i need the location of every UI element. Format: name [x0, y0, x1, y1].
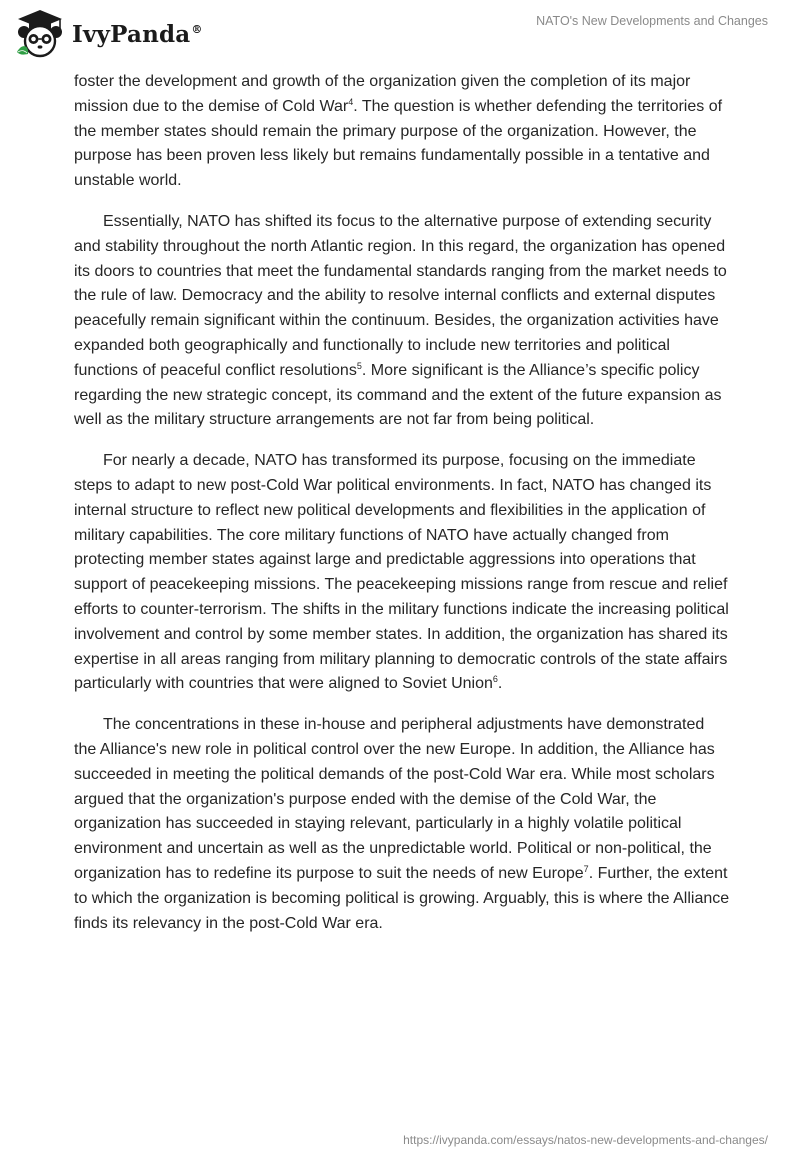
registered-mark: ® — [191, 22, 203, 36]
logo[interactable] — [14, 8, 203, 60]
essay-body — [74, 70, 730, 952]
paragraph-text: For nearly a decade, NATO has transformed its purpose, focusing on the immediate steps to adapt to new post-Cold War political environments. In fact, NATO has changed its internal structure to reflect new political developments and flexibilities in the application of military capabilities. The core military functions of NATO have actually changed from protecting member states against large and predictable aggressions into operations that support of peacekeeping missions. The peacekeeping missions range from rescue and relief efforts to counter-terrorism. The shifts in the military functions indicate the increasing political involvement and control by some member states. In addition, the organization has shared its expertise in all areas ranging from military planning to democratic controls of the state affairs particularly with countries that were aligned to Soviet Union — [74, 452, 729, 693]
paragraph-text: Essentially, NATO has shifted its focus to the alternative purpose of extending security and stability throughout the north Atlantic region. In this regard, the organization has opened its doors to countries that meet the fundamental standards ranging from the market needs to the rule of law. Democracy and the ability to resolve internal conflicts and external disputes peacefully remain significant within the continuum. Besides, the organization activities have expanded both geographically and functionally to include new territories and political functions of peaceful conflict resolutions — [74, 212, 727, 379]
footnote-ref-6[interactable]: 6 — [492, 674, 498, 685]
document-title: NATO's New Developments and Changes — [536, 14, 768, 28]
paragraph-4 — [74, 713, 730, 936]
paragraph-text-tail: . The question is whether defending the territories of the member states should remain the primary purpose of the organization. However, the purpose has been proven less likely but remains fundamentally possible in a tentative and unstable world. — [74, 97, 723, 190]
footnote-ref-4[interactable]: 4 — [348, 96, 354, 107]
paragraph-1 — [74, 70, 730, 194]
footnote-ref-7[interactable]: 7 — [583, 863, 589, 874]
paragraph-text-tail: . — [497, 675, 503, 693]
footnote-ref-5[interactable]: 5 — [356, 360, 362, 371]
logo-text: IvyPanda® — [72, 20, 203, 48]
source-url[interactable]: https://ivypanda.com/essays/natos-new-developments-and-changes/ — [403, 1133, 768, 1147]
paragraph-3 — [74, 449, 730, 697]
paragraph-text-tail: . Further, the extent to which the organization is becoming political is growing. Arguably, this is where the Alliance finds its relevancy in the post-Cold War era. — [74, 864, 730, 932]
paragraph-text: The concentrations in these in-house and peripheral adjustments have demonstrated the Alliance's new role in political control over the new Europe. In addition, the Alliance has succeeded in meeting the political demands of the post-Cold War era. While most scholars argued that the organization's purpose ended with the demise of the Cold War, the organization has succeeded in staying relevant, particularly in a highly volatile political environment and uncertain as well as the unpredictable world. Political or non-political, the organization has to redefine its purpose to suit the needs of new Europe — [74, 716, 715, 882]
paragraph-text-tail: . More significant is the Alliance’s specific policy regarding the new strategic concept, its command and the extent of the future expansion as well as the military structure arrangements are not far from being political. — [74, 361, 722, 429]
panda-graduation-cap-icon — [14, 8, 66, 60]
paragraph-2 — [74, 210, 730, 433]
page-header — [0, 0, 800, 70]
paragraph-text: foster the development and growth of the organization given the completion of its major mission due to the demise of Cold War — [74, 73, 691, 115]
